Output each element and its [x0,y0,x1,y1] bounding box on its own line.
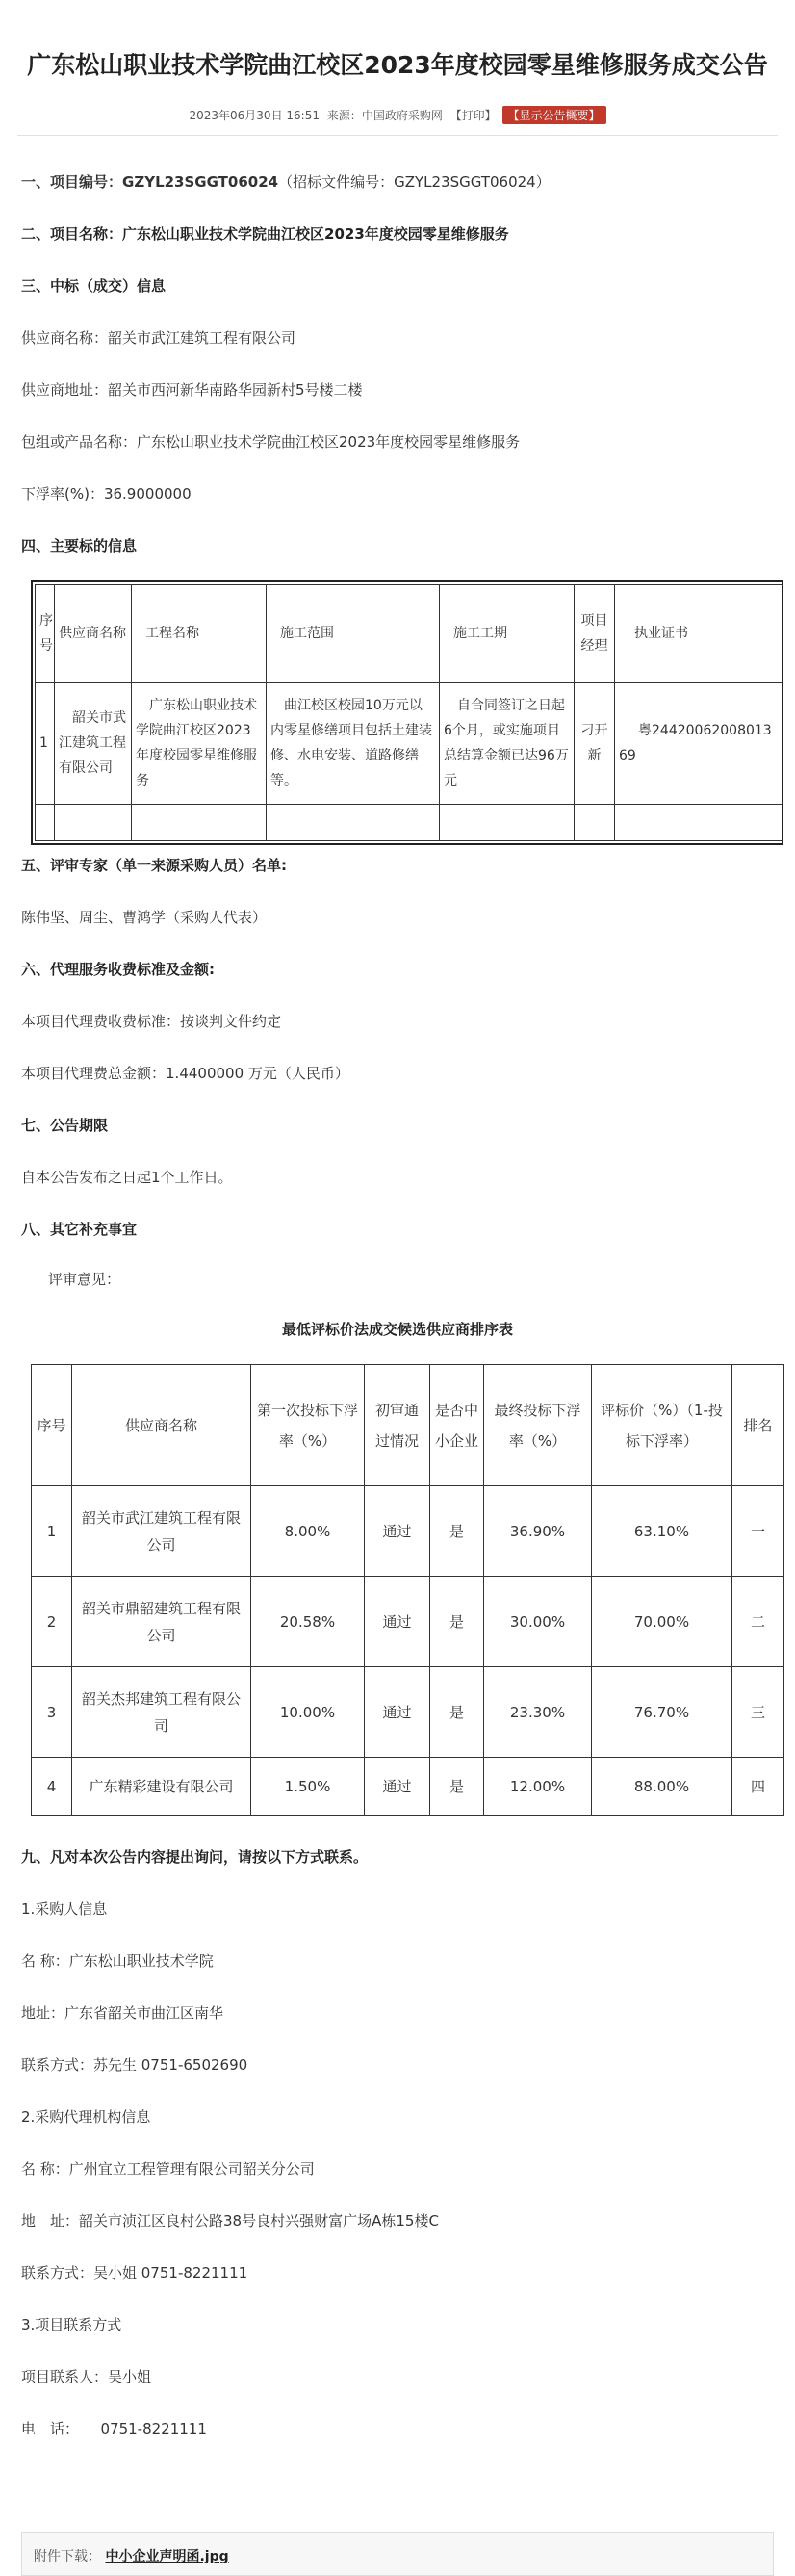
table-cell: 1 [32,1486,72,1577]
header-cell: 最终投标下浮率（%） [484,1365,592,1486]
agency-address: 地 址：韶关市浈江区良村公路38号良村兴强财富广场A栋15楼C [21,2212,439,2229]
show-summary-button[interactable]: 【显示公告概要】 [502,106,606,124]
table-cell: 韶关市武江建筑工程有限公司 [72,1486,251,1577]
table-row [32,1758,784,1816]
section-experts-heading: 五、评审专家（单一来源采购人员）名单: [21,857,288,874]
table-cell: 是 [430,1486,484,1577]
supplier-name: 供应商名称：韶关市武江建筑工程有限公司 [21,329,296,347]
header-cell: 初审通过情况 [365,1365,430,1486]
table-cell: 韶关市武江建筑工程有限公司 [55,682,132,804]
table-cell: 广东精彩建设有限公司 [72,1758,251,1816]
table-cell: 10.00% [251,1667,365,1758]
agency-fee-amount: 本项目代理费总金额：1.4400000 万元（人民币） [21,1065,349,1082]
attachment-label: 附件下载： [34,2549,101,2564]
table-cell: 广东松山职业技术学院曲江校区2023年度校园零星维修服务 [132,682,267,804]
header-cell: 施工范围 [267,585,440,683]
agency-name: 名 称：广州宜立工程管理有限公司韶关分公司 [21,2160,315,2177]
buyer-heading: 1.采购人信息 [21,1900,108,1918]
publish-datetime: 2023年06月30日 16:51 [189,109,320,122]
project-contact-heading: 3.项目联系方式 [21,2316,122,2333]
header-cell: 序号 [36,585,55,683]
table-header-row [36,585,782,683]
table-cell: 8.00% [251,1486,365,1577]
header-cell: 供应商名称 [55,585,132,683]
source-name: 中国政府采购网 [361,109,443,122]
main-subject-table-frame [31,580,783,845]
period-text: 自本公告发布之日起1个工作日。 [21,1169,233,1186]
project-name-label: 二、项目名称： [21,225,123,243]
table-row [32,1667,784,1758]
table-cell: 通过 [365,1577,430,1667]
header-cell: 第一次投标下浮率（%） [251,1365,365,1486]
source-label: 来源： [326,109,362,122]
buyer-name: 名 称：广东松山职业技术学院 [21,1952,214,1970]
table-cell: 3 [32,1667,72,1758]
agency-contact: 联系方式：吴小姐 0751-8221111 [21,2264,248,2281]
table-cell: 四 [732,1758,784,1816]
table-cell: 粤2442006200801369 [615,682,782,804]
table-cell: 12.00% [484,1758,592,1816]
table-row [32,1577,784,1667]
header-cell: 工程名称 [132,585,267,683]
attachment-download-link[interactable]: 中小企业声明函.jpg [105,2549,229,2564]
section-main-subject-heading: 四、主要标的信息 [21,537,138,554]
section-contact-heading: 九、凡对本次公告内容提出询问，请按以下方式联系。 [21,1848,369,1866]
table-cell: 通过 [365,1486,430,1577]
meta-bar [0,106,795,124]
table-empty-row [36,804,782,840]
header-cell: 供应商名称 [72,1365,251,1486]
page-title: 广东松山职业技术学院曲江校区2023年度校园零星维修服务成交公告 [27,51,768,79]
project-contact-person: 项目联系人：吴小姐 [21,2368,152,2385]
table-cell: 刁开新 [575,682,615,804]
table-cell: 曲江校区校园10万元以内零星修缮项目包括土建装修、水电安装、道路修缮等。 [267,682,440,804]
table-cell: 4 [32,1758,72,1816]
agency-fee-standard: 本项目代理费收费标准：按谈判文件约定 [21,1013,282,1030]
table-cell: 通过 [365,1758,430,1816]
header-cell: 项目经理 [575,585,615,683]
header-cell: 施工工期 [440,585,575,683]
table-cell: 70.00% [592,1577,732,1667]
header-cell: 排名 [732,1365,784,1486]
main-subject-table [35,584,782,841]
table-cell: 63.10% [592,1486,732,1577]
table-cell: 韶关杰邦建筑工程有限公司 [72,1667,251,1758]
project-name-line [21,223,509,244]
table-cell: 76.70% [592,1667,732,1758]
table-cell: 是 [430,1758,484,1816]
header-cell: 是否中小企业 [430,1365,484,1486]
discount-rate: 下浮率(%)：36.9000000 [21,485,192,502]
table-cell: 二 [732,1577,784,1667]
table-cell: 88.00% [592,1758,732,1816]
table-cell: 三 [732,1667,784,1758]
section-award-heading: 三、中标（成交）信息 [21,277,167,295]
section-agency-fee-heading: 六、代理服务收费标准及金额: [21,961,215,978]
table-cell: 1 [36,682,55,804]
table-cell: 1.50% [251,1758,365,1816]
section-period-heading: 七、公告期限 [21,1117,109,1134]
package-name: 包组或产品名称：广东松山职业技术学院曲江校区2023年度校园零星维修服务 [21,433,521,451]
table-cell: 30.00% [484,1577,592,1667]
header-cell: 评标价（%）（1-投标下浮率） [592,1365,732,1486]
attachment-bar [21,2532,774,2576]
project-code-label: 一、项目编号： [21,173,123,191]
buyer-contact: 联系方式：苏先生 0751-6502690 [21,2056,248,2074]
table-cell: 是 [430,1667,484,1758]
print-link[interactable]: 【打印】 [449,109,497,122]
table-row [32,1486,784,1577]
table-cell: 36.90% [484,1486,592,1577]
project-contact-phone: 电 话： 0751-8221111 [21,2420,207,2437]
table-cell: 2 [32,1577,72,1667]
table-cell: 自合同签订之日起6个月，或实施项目总结算金额已达96万元 [440,682,575,804]
tender-doc-code: （招标文件编号：GZYL23SGGT06024） [278,173,551,191]
title-divider [17,135,778,136]
review-label: 评审意见： [48,1271,121,1288]
header-cell: 执业证书 [615,585,782,683]
ranking-table [31,1364,784,1816]
header-cell: 序号 [32,1365,72,1486]
section-other-heading: 八、其它补充事宜 [21,1221,138,1238]
project-code-line [21,171,551,192]
table-cell: 是 [430,1577,484,1667]
ranking-header-row [32,1365,784,1486]
table-cell: 韶关市鼎韶建筑工程有限公司 [72,1577,251,1667]
table-cell: 一 [732,1486,784,1577]
supplier-address: 供应商地址：韶关市西河新华南路华园新村5号楼二楼 [21,381,363,399]
table-cell: 通过 [365,1667,430,1758]
project-code: GZYL23SGGT06024 [122,173,279,191]
buyer-address: 地址：广东省韶关市曲江区南华 [21,2004,224,2022]
ranking-table-title: 最低评标价法成交候选供应商排序表 [281,1321,513,1338]
expert-names: 陈伟坚、周尘、曹鸿学（采购人代表） [21,909,268,926]
project-name: 广东松山职业技术学院曲江校区2023年度校园零星维修服务 [122,225,509,243]
table-cell: 20.58% [251,1577,365,1667]
agency-heading: 2.采购代理机构信息 [21,2108,151,2125]
table-row [36,682,782,804]
table-cell: 23.30% [484,1667,592,1758]
